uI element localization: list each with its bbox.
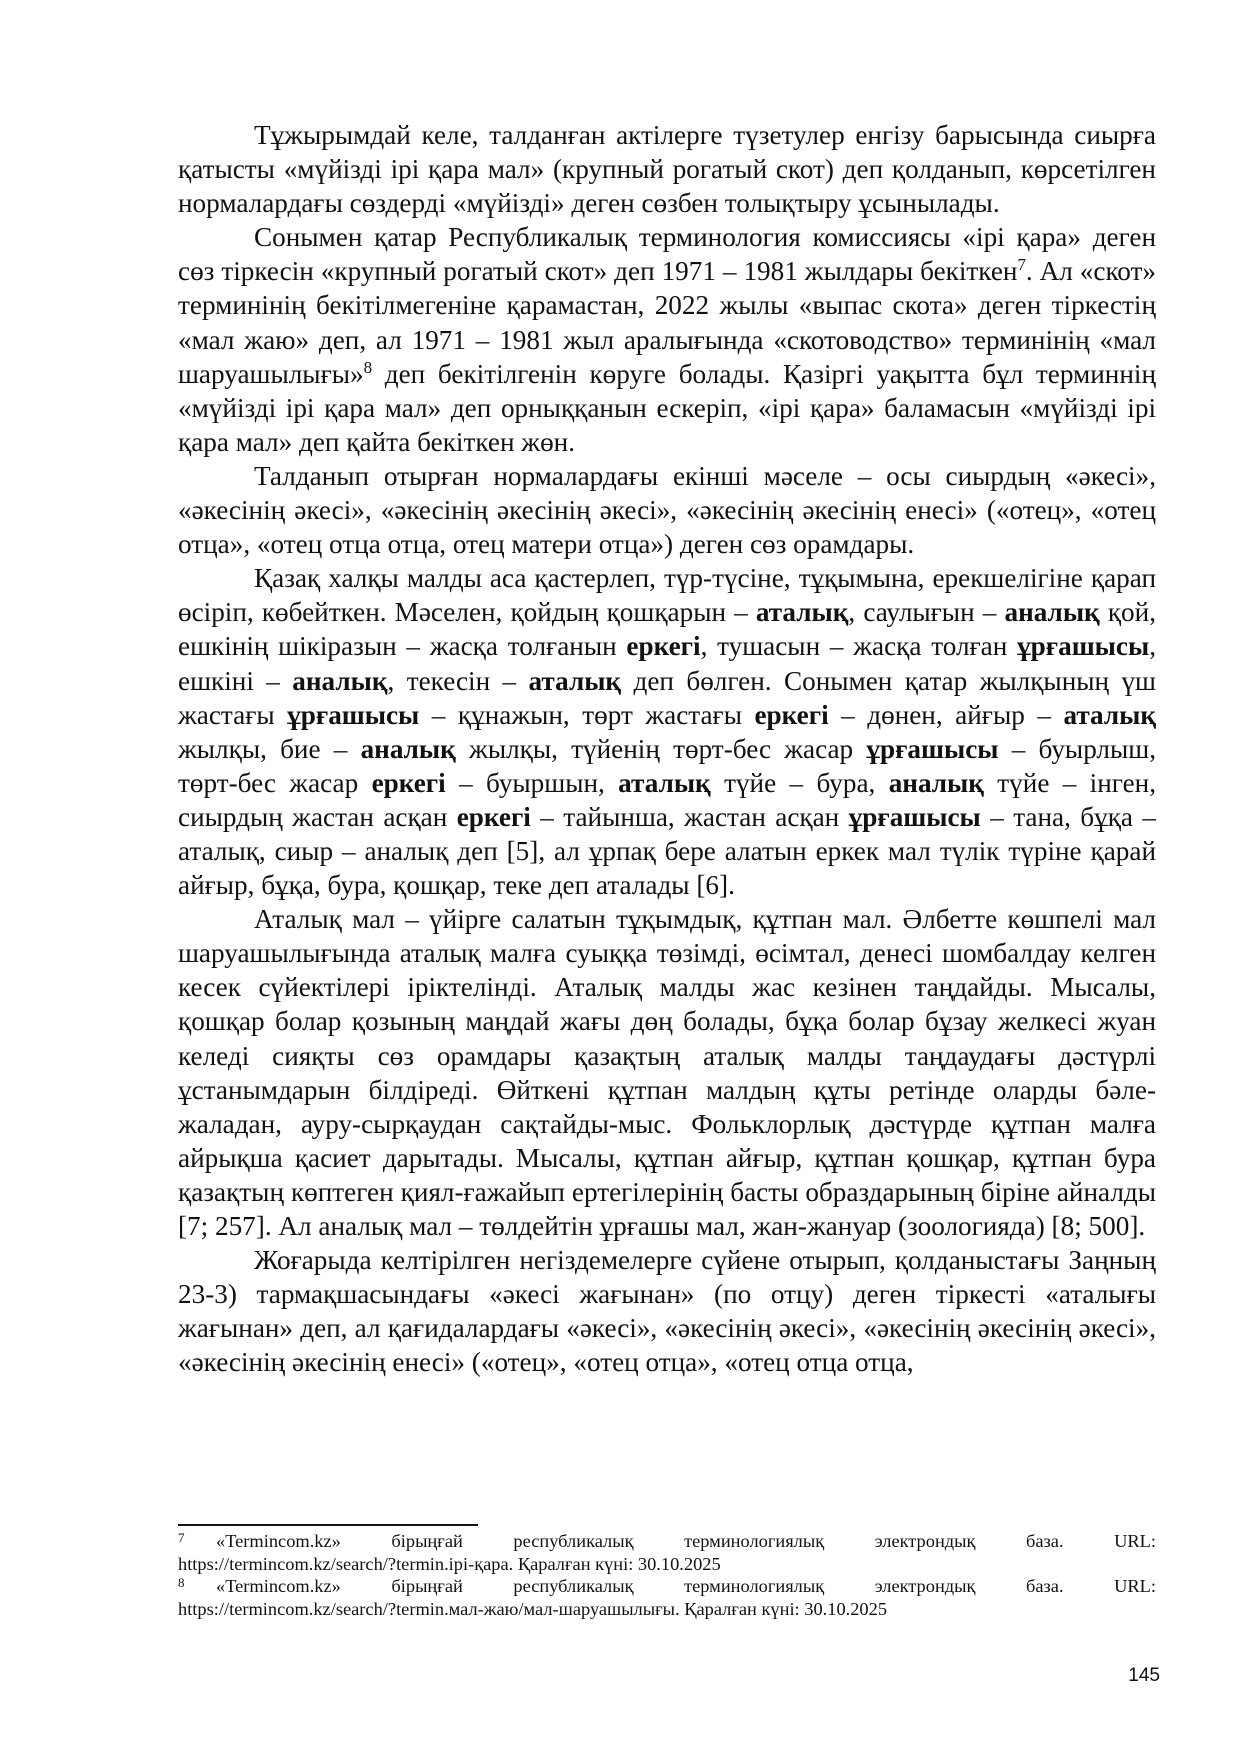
text-run: Жоғарыда келтірілген негіздемелерге сүйене отырып, қолданыстағы Заңның 23-3) тармақшасындағы «әкесі жағынан» (по отцу) деген тіркесті «аталығы жағынан» деп, ал қағидалардағы «әкесі», «әкесінің әкесі», «әкесінің әкесінің әкесі», «әкесінің әкесінің енесі» («отец», «отец отца», «отец отца отца, (178, 1245, 1156, 1378)
text-run: Тұжырымдай келе, талданған актілерге түзетулер енгізу барысында сиырға қатысты «мүйізді ірі қара мал» (крупный рогатый скот) деп қолданып, көрсетілген нормалардағы сөздерді «мүйізді» деген сөзбен толықтыру ұсынылады. (178, 120, 1156, 219)
paragraph (178, 1243, 1156, 1379)
text-run: қой, ешкінің шікіразын – жасқа толғанын (178, 597, 1156, 662)
bold-term: аталық (1063, 699, 1156, 730)
bold-term: аталық (755, 597, 849, 628)
footnote-separator (178, 1524, 478, 1526)
text-run: , тушасын – жасқа толған (700, 631, 1018, 662)
text-run: – дөнен, айғыр – (828, 699, 1064, 730)
text-run: деп бекітілгенін көруге болады. Қазіргі уақытта бұл терминнің «мүйізді ірі қара мал» деп орныққанын ескеріп, «ірі қара» баламасын «мүйізді ірі қара мал» деп қайта бекіткен жөн. (178, 358, 1156, 457)
footnote-text: «Termincom.kz» бірыңғай республикалық терминологиялық электрондық база. URL: (216, 1576, 1156, 1597)
text-run: түйе – інген, сиырдың жастан асқан (178, 767, 1156, 832)
bold-term: ұрғашысы (848, 801, 981, 832)
text-run: Талданып отырған нормалардағы екінші мәселе – осы сиырдың «әкесі», «әкесінің әкесі», «әкесінің әкесінің әкесі», «әкесінің әкесінің енесі» («отец», «отец отца», «отец отца отца, отец матери отца») деген сөз орамдары. (178, 460, 1156, 560)
footnotes (178, 1530, 1156, 1620)
bold-term: аталық (618, 767, 711, 798)
footnote-url: https://termincom.kz/search/?termin.мал-жаю/мал-шаруашылығы. Қаралған күні: 30.10.2025 (178, 1598, 888, 1619)
footnote-text: «Termincom.kz» бірыңғай республикалық терминологиялық электрондық база. URL: (216, 1531, 1156, 1551)
text-run: – тайынша, жастан асқан (530, 801, 849, 832)
paragraph (178, 118, 1156, 220)
page-number: 145 (1128, 1665, 1160, 1686)
paragraph (178, 902, 1156, 1243)
text-run: жылқы, түйенің төрт-бес жасар (455, 733, 867, 764)
bold-term: ұрғашысы (866, 733, 999, 764)
bold-term: еркегі (371, 767, 446, 798)
text-run: деп бөлген. Сонымен қатар жылқының үш жастағы (178, 665, 1156, 730)
text-run: – буыршын, (445, 767, 619, 798)
bold-term: еркегі (456, 801, 531, 832)
bold-term: еркегі (754, 699, 829, 730)
text-run: Қазақ халқы малды аса қастерлеп, түр-түсіне, тұқымына, ерекшелігіне қарап өсіріп, көбейткен. Мәселен, қойдың қошқарын – (178, 563, 1156, 628)
text-run: . Ал «скот» терминінің бекітілмегеніне қарамастан, 2022 жылы «выпас скота» деген тіркестің «мал жаю» деп, ал 1971 – 1981 жыл аралығында «скотоводство» терминінің «мал шаруашылығы» (178, 256, 1156, 389)
footnote-7: 7 «Termincom.kz» бірыңғай республикалық терминологиялық электрондық база. URL: https://termincom.kz/search/?termin.ірі-қара. Қаралған күні: 30.10.2025 (178, 1530, 1156, 1574)
text-run: , ешкіні – (178, 631, 1156, 696)
paragraph (178, 459, 1156, 561)
text-run: Аталық мал – үйірге салатын тұқымдық, құтпан мал. Әлбетте көшпелі мал шаруашылығында аталық малға суыққа төзімді, өсімтал, денесі шомбалдау келген кесек сүйектілері іріктелінді. Аталық малды жас кезінен таңдайды. Мысалы, қошқар болар қозының маңдай жағы дөң болады, бұқа болар бұзау желкесі жуан келеді сияқты сөз орамдары қазақтың аталық малды таңдаудағы дәстүрлі ұстанымдарын білдіреді. Өйткені құтпан малдың құты ретінде оларды бәле-жаладан, ауру-сырқаудан сақтайды-мыс. Фольклорлық дәстүрде құтпан малға айрықша қасиет дарытады. Мысалы, құтпан айғыр, құтпан қошқар, құтпан бура қазақтың көптеген қиял-ғажайып ертегілерінің басты образдарының біріне айналды [7; 257]. Ал аналық мал – төлдейтін ұрғашы мал, жан-жануар (зоологияда) [8; 500]. (178, 904, 1156, 1241)
bold-term: аналық (360, 733, 456, 764)
text-run: жылқы, бие – (178, 733, 361, 764)
footnote-reference: 7 (1017, 255, 1026, 275)
text-run: , саулығын – (848, 597, 1005, 628)
bold-term: аталық (528, 665, 622, 696)
paragraph (178, 220, 1156, 459)
bold-term: аналық (1004, 597, 1100, 628)
bold-term: аналық (292, 665, 388, 696)
text-run: – буырлыш, төрт-бес жасар (178, 733, 1156, 798)
text-run: – құнажын, төрт жастағы (419, 699, 755, 730)
paragraph (178, 561, 1156, 902)
bold-term: еркегі (626, 631, 701, 662)
text-run: Сонымен қатар Республикалық терминология комиссиясы «ірі қара» деген сөз тіркесін «крупный рогатый скот» деп 1971 – 1981 жылдары бекіткен (178, 222, 1156, 287)
text-run: – тана, бұқа – аталық, сиыр – аналық деп [5], ал ұрпақ бере алатын еркек мал түлік түріне қарай айғыр, бұқа, бура, қошқар, теке деп аталады [6]. (178, 801, 1156, 901)
bold-term: ұрғашысы (287, 699, 420, 730)
footnote-url: https://termincom.kz/search/?termin.ірі-қара. Қаралған күні: 30.10.2025 (178, 1553, 721, 1574)
text-run: түйе – бура, (710, 767, 889, 798)
bold-term: аналық (888, 767, 984, 798)
text-run: , текесін – (387, 665, 529, 696)
body-text (178, 118, 1156, 1379)
footnote-8: 8 «Termincom.kz» бірыңғай республикалық терминологиялық электрондық база. URL: https://termincom.kz/search/?termin.мал-жаю/мал-шаруашылығы. Қаралған күні: 30.10.2025 (178, 1575, 1156, 1619)
bold-term: ұрғашысы (1017, 631, 1150, 662)
footnote-reference: 8 (363, 357, 373, 377)
